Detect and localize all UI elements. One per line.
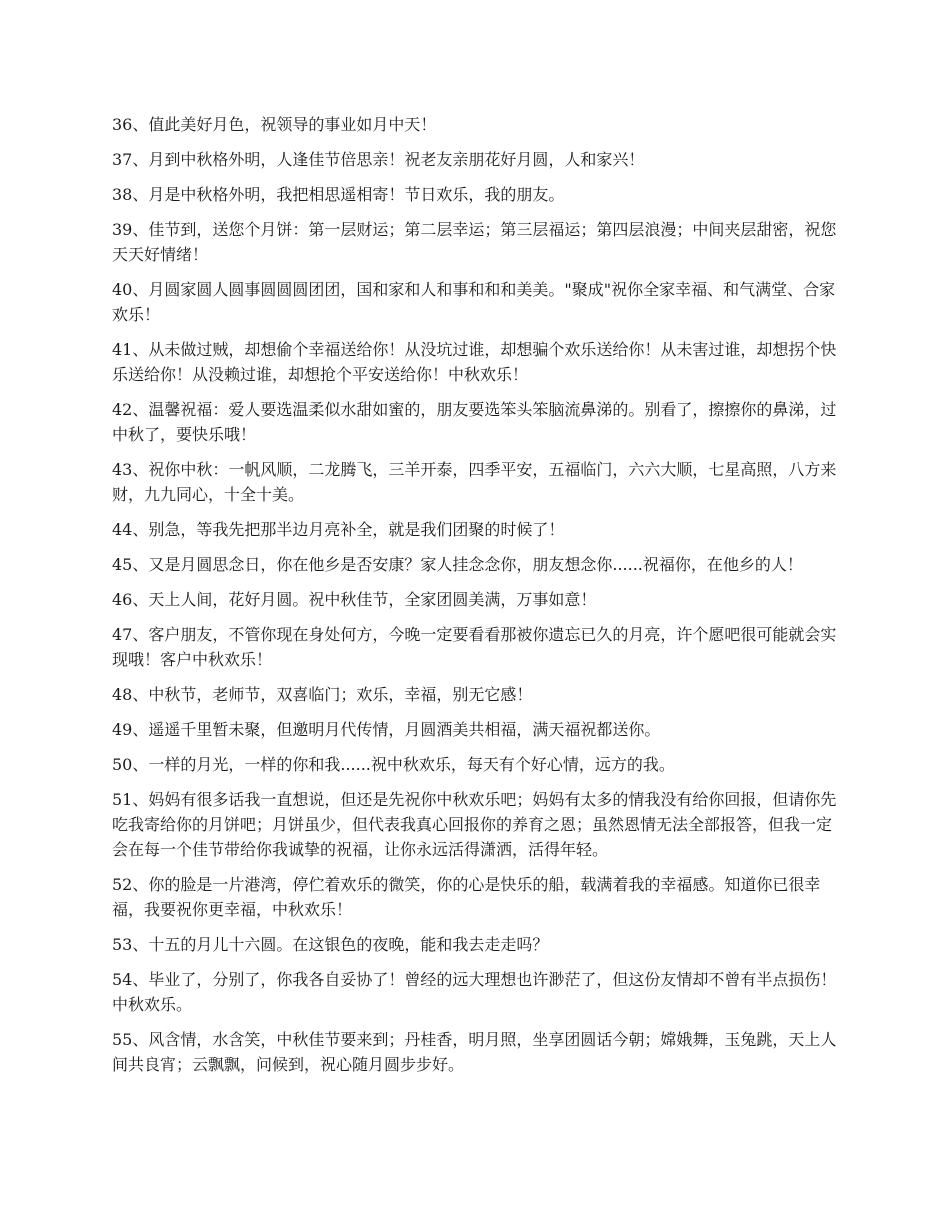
document-body <box>112 112 838 1087</box>
greeting-item-52: 52、你的脸是一片港湾，停伫着欢乐的微笑，你的心是快乐的船，载满着我的幸福感。知道你已很幸福，我要祝你更幸福，中秋欢乐！ <box>112 875 821 919</box>
greeting-item-42: 42、温馨祝福：爱人要选温柔似水甜如蜜的，朋友要选笨头笨脑流鼻涕的。别看了，擦擦你的鼻涕，过中秋了，要快乐哦！ <box>112 400 837 444</box>
greeting-item-54: 54、毕业了，分别了，你我各自妥协了！曾经的远大理想也许渺茫了，但这份友情却不曾有半点损伤！中秋欢乐。 <box>112 970 837 1014</box>
greeting-item-36: 36、值此美好月色，祝领导的事业如月中天！ <box>112 115 437 134</box>
greeting-item-48: 48、中秋节，老师节，双喜临门；欢乐，幸福，别无它感！ <box>112 685 533 704</box>
greeting-item-43: 43、祝你中秋：一帆风顺，二龙腾飞，三羊开泰，四季平安，五福临门，六六大顺，七星高照，八方来财，九九同心，十全十美。 <box>112 460 837 504</box>
greeting-item-39: 39、佳节到，送您个月饼：第一层财运；第二层幸运；第三层福运；第四层浪漫；中间夹层甜密，祝您天天好情绪！ <box>112 220 837 264</box>
greeting-item-45: 45、又是月圆思念日，你在他乡是否安康？家人挂念念你，朋友想念你......祝福你，在他乡的人！ <box>112 555 803 574</box>
greeting-item-53: 53、十五的月儿十六圆。在这银色的夜晚，能和我去走走吗？ <box>112 935 549 954</box>
greeting-item-51: 51、妈妈有很多话我一直想说，但还是先祝你中秋欢乐吧；妈妈有太多的情我没有给你回报，但请你先吃我寄给你的月饼吧；月饼虽少，但代表我真心回报你的养育之恩；虽然恩情无法全部报答，但我一定会在每一个佳节带给你我诚挚的祝福，让你永远活得潇洒，活得年轻。 <box>112 790 837 859</box>
greeting-item-41: 41、从未做过贼，却想偷个幸福送给你！从没坑过谁，却想骗个欢乐送给你！从未害过谁，却想拐个快乐送给你！从没赖过谁，却想抢个平安送给你！中秋欢乐！ <box>112 340 837 384</box>
greeting-item-55: 55、风含情，水含笑，中秋佳节要来到；丹桂香，明月照，坐享团圆话今朝；嫦娥舞，玉兔跳，天上人间共良宵；云飘飘，问候到，祝心随月圆步步好。 <box>112 1030 837 1074</box>
greeting-item-44: 44、别急，等我先把那半边月亮补全，就是我们团聚的时候了！ <box>112 520 565 539</box>
greeting-item-40: 40、月圆家圆人圆事圆圆圆团团，国和家和人和事和和和美美。"聚成"祝你全家幸福、和气满堂、合家欢乐！ <box>112 280 836 324</box>
greeting-item-37: 37、月到中秋格外明，人逢佳节倍思亲！祝老友亲朋花好月圆，人和家兴！ <box>112 150 645 169</box>
greeting-item-49: 49、遥遥千里暂未聚，但邀明月代传情，月圆酒美共相福，满天福祝都送你。 <box>112 720 661 739</box>
greeting-item-50: 50、一样的月光，一样的你和我......祝中秋欢乐，每天有个好心情，远方的我。 <box>112 755 675 774</box>
greeting-item-38: 38、月是中秋格外明，我把相思遥相寄！节日欢乐，我的朋友。 <box>112 185 565 204</box>
greeting-item-46: 46、天上人间，花好月圆。祝中秋佳节，全家团圆美满，万事如意！ <box>112 590 597 609</box>
greeting-item-47: 47、客户朋友，不管你现在身处何方，今晚一定要看看那被你遗忘已久的月亮，许个愿吧很可能就会实现哦！客户中秋欢乐！ <box>112 625 837 669</box>
